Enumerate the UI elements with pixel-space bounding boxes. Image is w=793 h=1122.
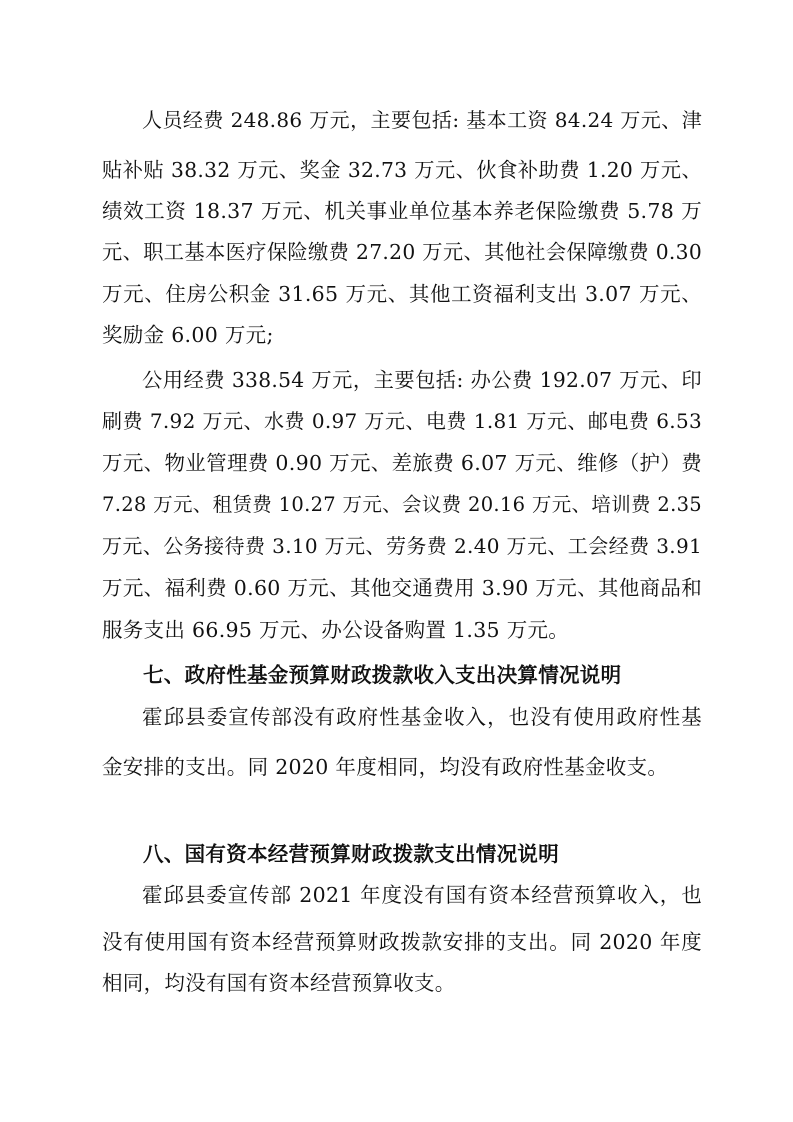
public-line-3: 万元、物业管理费 0.90 万元、差旅费 6.07 万元、维修（护）费 (102, 451, 702, 475)
public-line-6: 万元、福利费 0.60 万元、其他交通费用 3.90 万元、其他商品和 (102, 576, 702, 600)
personnel-line-5: 万元、住房公积金 31.65 万元、其他工资福利支出 3.07 万元、 (102, 282, 702, 306)
personnel-line-3: 绩效工资 18.37 万元、机关事业单位基本养老保险缴费 5.78 万 (102, 199, 702, 223)
section7-line-2: 金安排的支出。同 2020 年度相同，均没有政府性基金收支。 (102, 755, 669, 779)
personnel-line-2: 贴补贴 38.32 万元、奖金 32.73 万元、伙食补助费 1.20 万元、 (102, 158, 702, 182)
public-line-4: 7.28 万元、租赁费 10.27 万元、会议费 20.16 万元、培训费 2.35 (102, 493, 702, 516)
section8-line-3: 相同，均没有国有资本经营预算收支。 (102, 971, 456, 995)
section8-line-1: 霍邱县委宣传部 2021 年度没有国有资本经营预算收入，也 (142, 883, 702, 907)
section8-line-2: 没有使用国有资本经营预算财政拨款安排的支出。同 2020 年度 (102, 930, 702, 954)
public-line-2: 刷费 7.92 万元、水费 0.97 万元、电费 1.81 万元、邮电费 6.53 (102, 409, 702, 433)
personnel-line-6: 奖励金 6.00 万元; (102, 323, 274, 347)
public-line-7: 服务支出 66.95 万元、办公设备购置 1.35 万元。 (102, 618, 570, 642)
section8-heading: 八、国有资本经营预算财政拨款支出情况说明 (143, 842, 559, 866)
public-line-5: 万元、公务接待费 3.10 万元、劳务费 2.40 万元、工会经费 3.91 (102, 534, 702, 558)
section7-heading: 七、政府性基金预算财政拨款收入支出决算情况说明 (143, 663, 622, 687)
public-line-1: 公用经费 338.54 万元，主要包括: 办公费 192.07 万元、印 (142, 368, 702, 392)
personnel-line-4: 元、职工基本医疗保险缴费 27.20 万元、其他社会保障缴费 0.30 (102, 240, 702, 264)
section7-line-1: 霍邱县委宣传部没有政府性基金收入，也没有使用政府性基 (142, 705, 702, 729)
personnel-line-1: 人员经费 248.86 万元，主要包括: 基本工资 84.24 万元、津 (142, 108, 702, 132)
